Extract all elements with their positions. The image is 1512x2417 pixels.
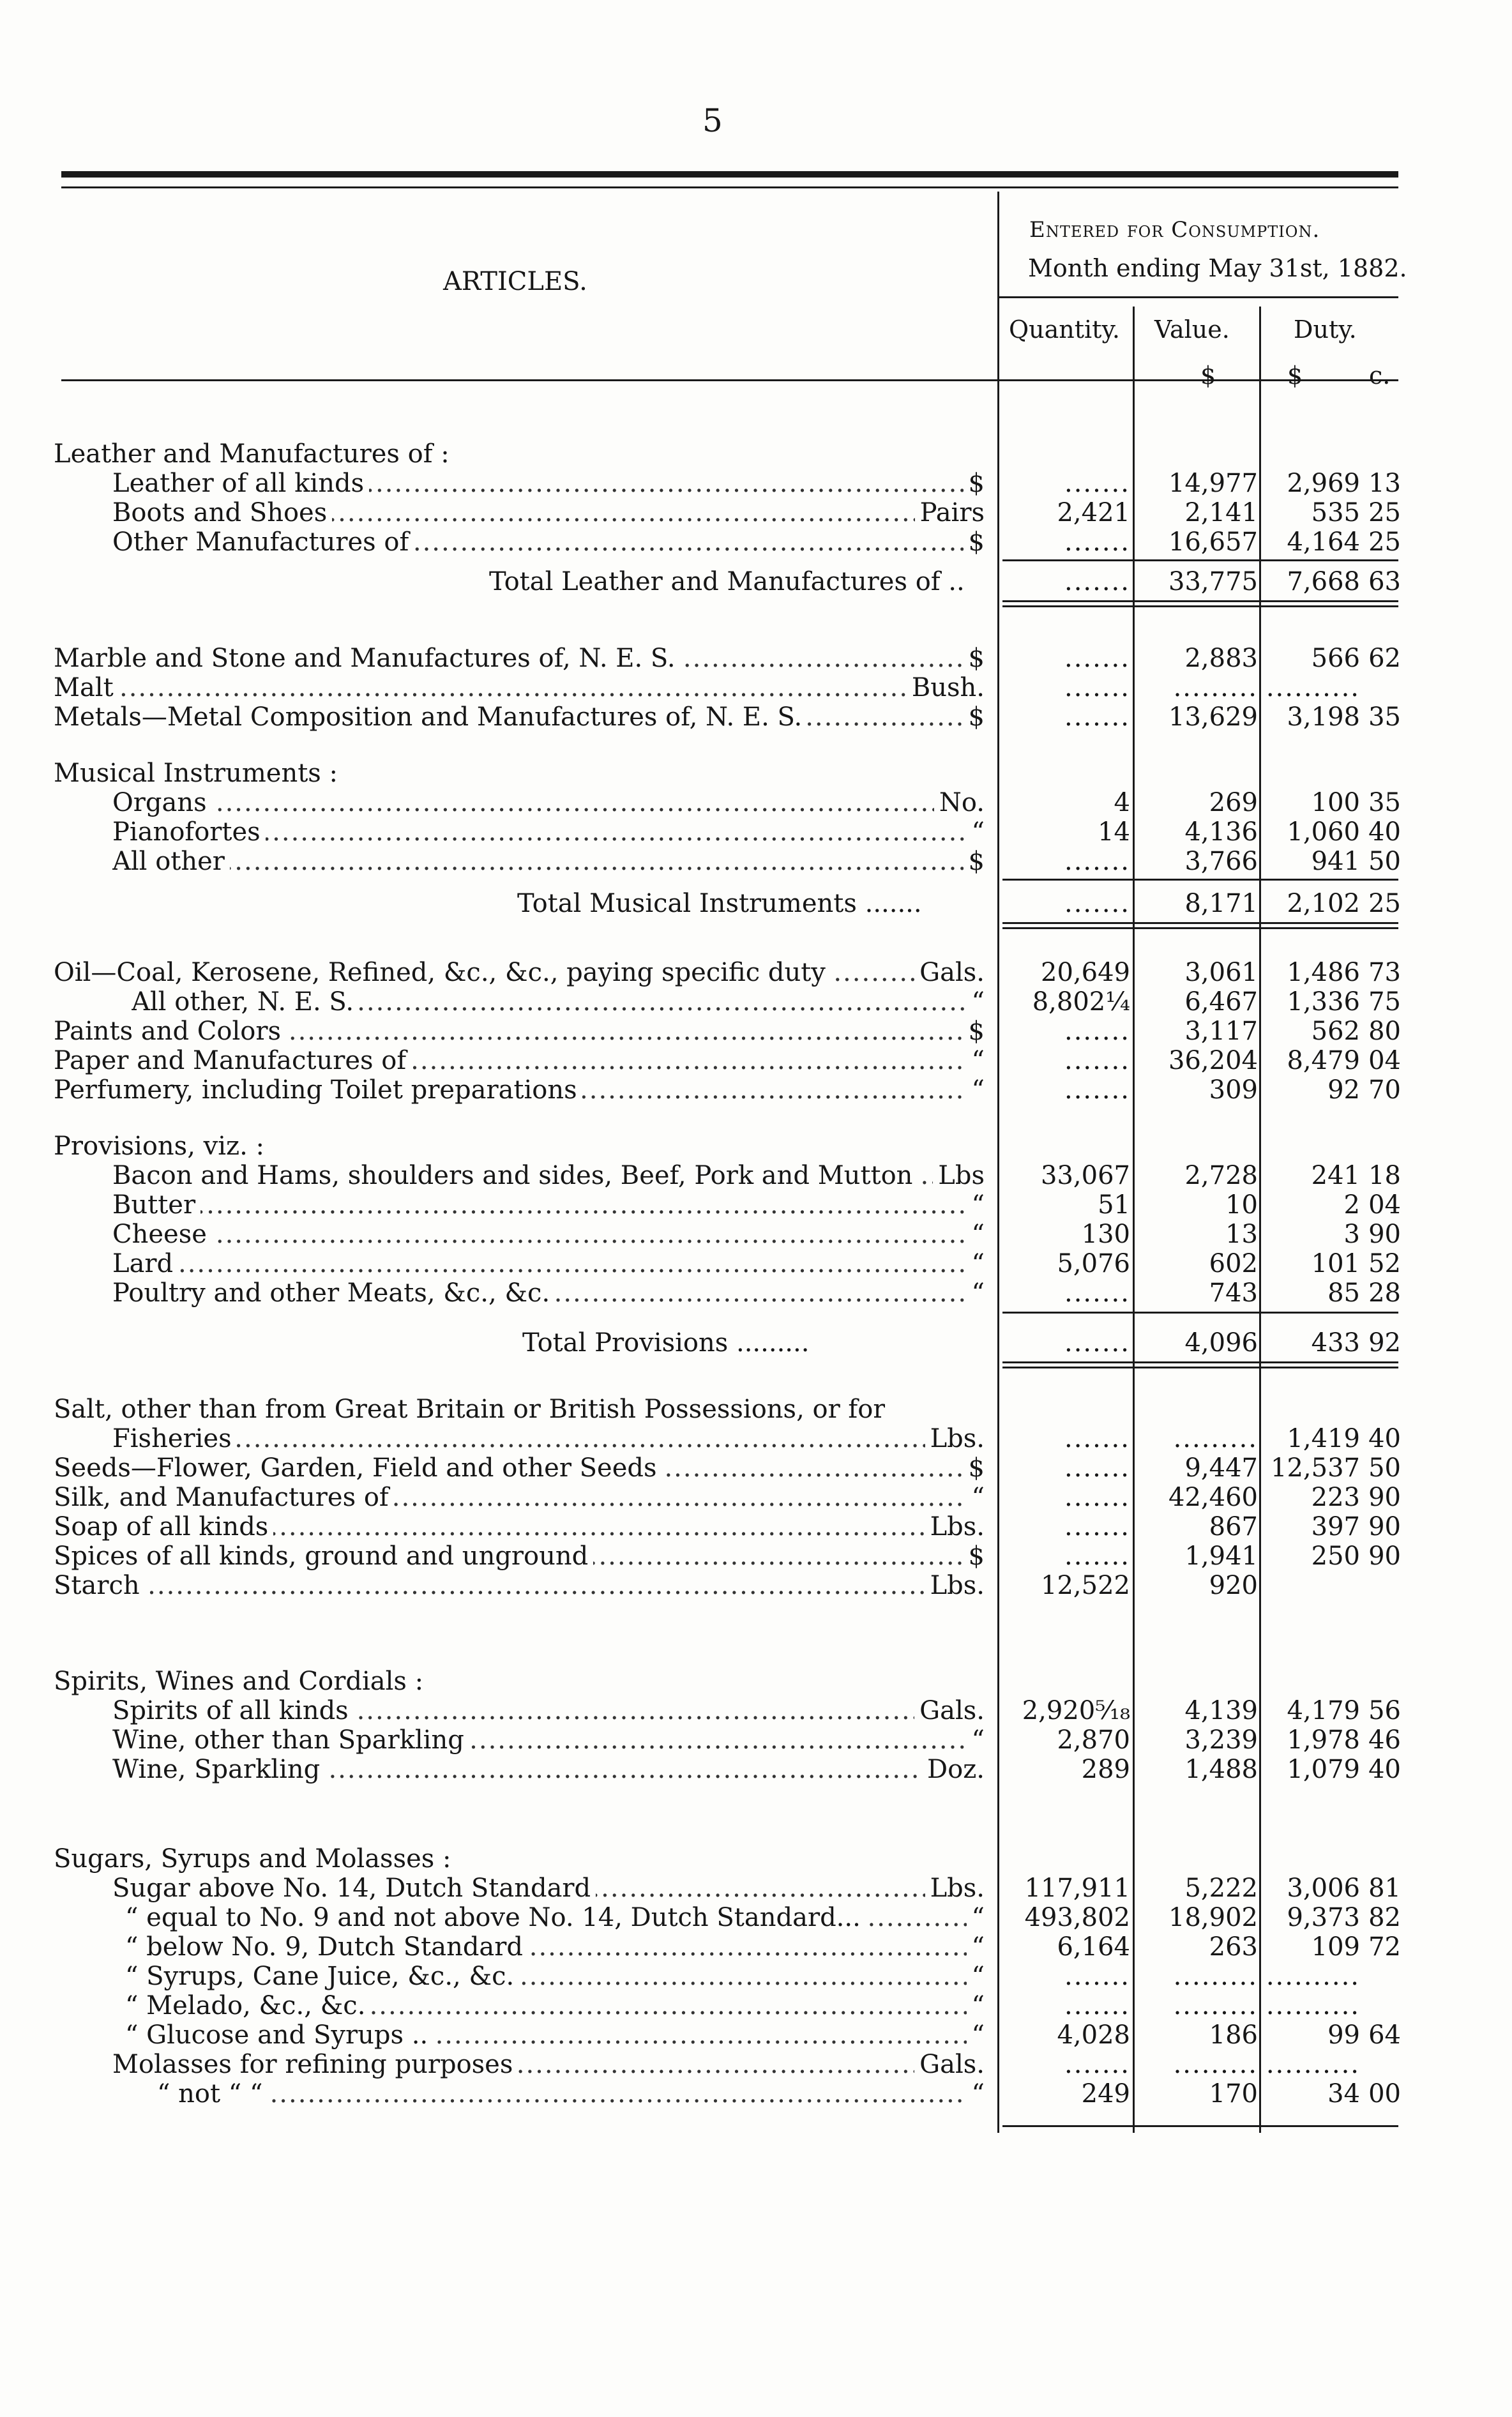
- leather-heading: Leather and Manufactures of :: [54, 439, 450, 469]
- table-row: All other, N. E. S. ..... “ 8,802¼ 6,467 1,336 75: [0, 987, 1512, 1017]
- table-row: Fisheries ..... Lbs. ....... ......... 1,419 40: [0, 1424, 1512, 1453]
- table-row: Sugar above No. 14, Dutch Standard ..... Lbs. 117,911 5,222 3,006 81: [0, 1874, 1512, 1903]
- duty-col-header: Duty.: [1294, 315, 1357, 344]
- provisions-heading: Provisions, viz. :: [54, 1132, 264, 1161]
- musical-heading: Musical Instruments :: [54, 759, 338, 788]
- value-col-header: Value.: [1154, 315, 1230, 344]
- total-rule: [1002, 879, 1398, 881]
- total-row: Total Leather and Manufactures of .. ....... 33,775 7,668 63: [489, 567, 1401, 596]
- quantity-col-header: Quantity.: [1009, 315, 1120, 344]
- total-rule: [1002, 927, 1398, 929]
- table-row: Paper and Manufactures of ..... “ ....... 36,204 8,479 04: [0, 1046, 1512, 1075]
- total-rule: [1002, 1367, 1398, 1368]
- table-row: Poultry and other Meats, &c., &c. ..... “ ....... 743 85 28: [0, 1278, 1512, 1308]
- table-row: Cheese ..... “ 130 13 3 90: [0, 1220, 1512, 1249]
- top-rule-thin: [61, 186, 1398, 188]
- articles-header: ARTICLES.: [443, 267, 587, 296]
- spirits-heading: Spirits, Wines and Cordials :: [54, 1667, 424, 1696]
- table-row: Molasses for refining purposes ..... Gals. ....... ......... ..........: [0, 2050, 1512, 2079]
- total-rule: [1002, 600, 1398, 602]
- header-rule: [997, 296, 1398, 298]
- table-row: Butter ..... “ 51 10 2 04: [0, 1190, 1512, 1220]
- total-row: Total Musical Instruments ....... ....... 8,171 2,102 25: [517, 889, 1401, 918]
- total-rule: [1002, 1312, 1398, 1314]
- total-row: Total Provisions ......... ....... 4,096 433 92: [522, 1328, 1401, 1358]
- duty-unit: $: [1287, 361, 1303, 390]
- table-row: Spirits of all kinds ..... Gals. 2,920⁵⁄₁₈ 4,139 4,179 56: [0, 1696, 1512, 1725]
- header-divider: [997, 192, 999, 1079]
- table-row: Metals—Metal Composition and Manufactures of, N. E. S. ..... $ ....... 13,629 3,198 35: [0, 702, 1512, 732]
- table-row: Marble and Stone and Manufactures of, N. E. S. ..... $ ....... 2,883 566 62: [0, 644, 1512, 673]
- total-rule: [1002, 1361, 1398, 1363]
- entered-for-consumption-header: Entered for Consumption.: [1029, 217, 1320, 243]
- table-row: “ Syrups, Cane Juice, &c., &c. ..... “ ....... ......... ..........: [0, 1962, 1512, 1991]
- sugars-heading: Sugars, Syrups and Molasses :: [54, 1844, 451, 1874]
- table-row: Seeds—Flower, Garden, Field and other Seeds ..... $ ....... 9,447 12,537 50: [0, 1453, 1512, 1483]
- table-row: Soap of all kinds ..... Lbs. ....... 867 397 90: [0, 1512, 1512, 1542]
- table-row: Malt ..... Bush. ....... ......... ..........: [0, 673, 1512, 702]
- salt-line: Salt, other than from Great Britain or British Possessions, or for: [54, 1395, 886, 1424]
- table-row: “ not “ “ ..... “ 249 170 34 00: [0, 2079, 1512, 2109]
- total-rule: [1002, 559, 1398, 561]
- table-row: Paints and Colors ..... $ ....... 3,117 562 80: [0, 1017, 1512, 1046]
- header-bottom-rule: [61, 379, 1398, 381]
- table-row: Bacon and Hams, shoulders and sides, Beef, Pork and Mutton ..... Lbs 33,067 2,728 241 18: [0, 1161, 1512, 1190]
- cents-unit: c.: [1369, 361, 1391, 390]
- table-row: Wine, other than Sparkling ..... “ 2,870 3,239 1,978 46: [0, 1725, 1512, 1755]
- table-row: Starch ..... Lbs. 12,522 920: [0, 1571, 1512, 1600]
- total-rule: [1002, 605, 1398, 607]
- bottom-rule: [1002, 2125, 1398, 2127]
- top-rule-thick: [61, 171, 1398, 178]
- table-row: Oil—Coal, Kerosene, Refined, &c., &c., paying specific duty ..... Gals. 20,649 3,061 1,486 73: [0, 958, 1512, 987]
- table-row: Silk, and Manufactures of ..... “ ....... 42,460 223 90: [0, 1483, 1512, 1512]
- table-row: Boots and Shoes ..... Pairs 2,421 2,141 535 25: [0, 498, 1512, 527]
- table-row: Other Manufactures of ..... $ ....... 16,657 4,164 25: [0, 527, 1512, 557]
- page-number: 5: [702, 102, 723, 139]
- table-row: Wine, Sparkling ..... Doz. 289 1,488 1,079 40: [0, 1755, 1512, 1784]
- table-row: Organs ..... No. 4 269 100 35: [0, 788, 1512, 817]
- table-row: Pianofortes ..... “ 14 4,136 1,060 40: [0, 817, 1512, 847]
- table-row: “ below No. 9, Dutch Standard ..... “ 6,164 263 109 72: [0, 1932, 1512, 1962]
- table-row: “ equal to No. 9 and not above No. 14, Dutch Standard... ..... “ 493,802 18,902 9,373 82: [0, 1903, 1512, 1932]
- month-header: Month ending May 31st, 1882.: [1028, 254, 1407, 282]
- table-row: All other ..... $ ....... 3,766 941 50: [0, 847, 1512, 876]
- table-row: “ Melado, &c., &c. ..... “ ....... ......... ..........: [0, 1991, 1512, 2020]
- total-rule: [1002, 922, 1398, 924]
- value-unit: $: [1200, 361, 1216, 390]
- table-row: Lard ..... “ 5,076 602 101 52: [0, 1249, 1512, 1278]
- table-row: Perfumery, including Toilet preparations ..... “ ....... 309 92 70: [0, 1075, 1512, 1105]
- table-row: Spices of all kinds, ground and unground ..... $ ....... 1,941 250 90: [0, 1542, 1512, 1571]
- table-row: “ Glucose and Syrups .. ..... “ 4,028 186 99 64: [0, 2020, 1512, 2050]
- table-row: Leather of all kinds ..... $ ....... 14,977 2,969 13: [0, 469, 1512, 498]
